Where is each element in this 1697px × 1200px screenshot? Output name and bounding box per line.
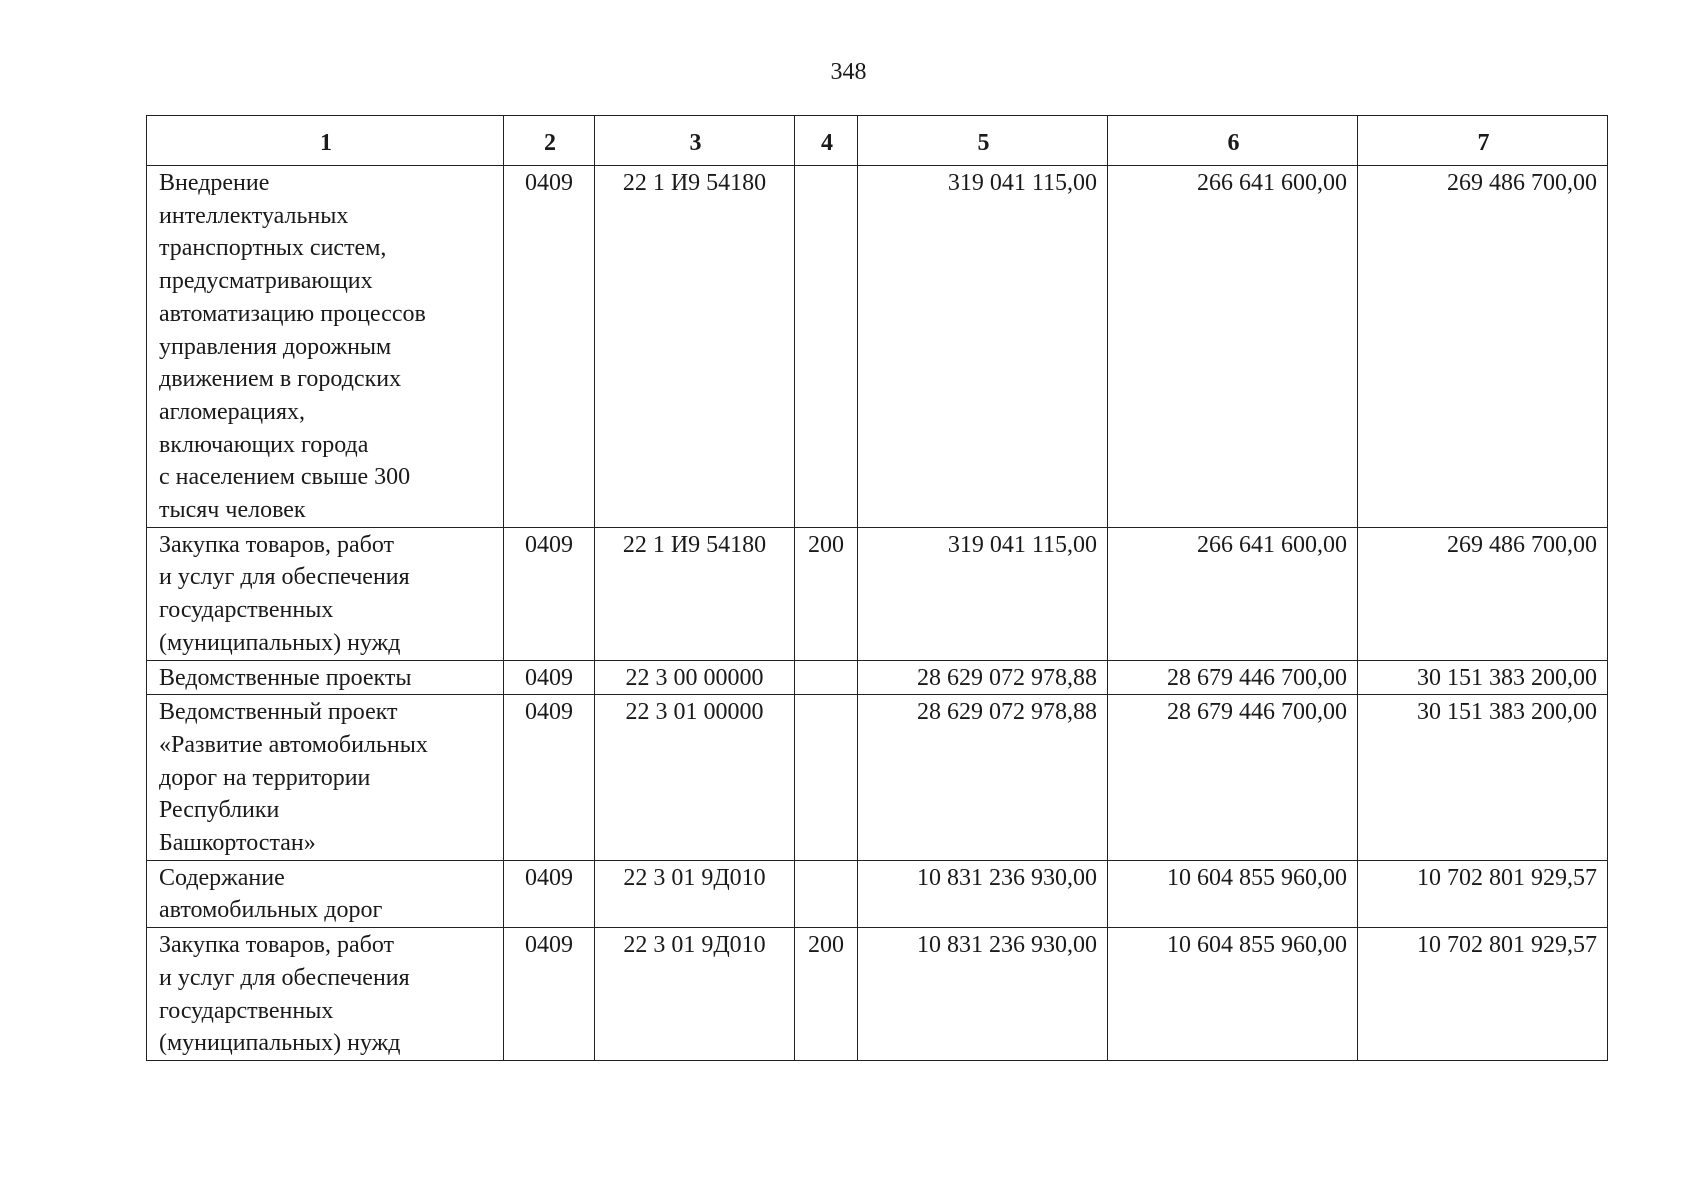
section-code-cell: 0409 [504, 695, 595, 861]
section-code-cell: 0409 [504, 166, 595, 528]
page-number: 348 [830, 59, 867, 85]
expense-kind-cell [795, 695, 858, 861]
amount-year1-cell: 10 831 236 930,00 [858, 860, 1108, 927]
amount-year3-cell: 30 151 383 200,00 [1358, 695, 1608, 861]
table-row [147, 860, 1608, 927]
row-name-cell: Внедрение интеллектуальных транспортных систем, предусматривающих автоматизацию процессов управления дорожным движением в городских агломерациях, включающих города с населением свыше 300 тысяч человек [147, 166, 504, 528]
section-code-cell: 0409 [504, 660, 595, 695]
target-article-cell: 22 1 И9 54180 [595, 527, 795, 660]
row-name-cell: Содержание автомобильных дорог [147, 860, 504, 927]
amount-year3-cell: 269 486 700,00 [1358, 527, 1608, 660]
expense-kind-cell [795, 860, 858, 927]
amount-year3-cell: 30 151 383 200,00 [1358, 660, 1608, 695]
amount-year3-cell: 269 486 700,00 [1358, 166, 1608, 528]
target-article-cell: 22 3 01 9Д010 [595, 928, 795, 1061]
target-article-cell: 22 3 00 00000 [595, 660, 795, 695]
amount-year1-cell: 28 629 072 978,88 [858, 695, 1108, 861]
row-name-cell: Ведомственный проект «Развитие автомобильных дорог на территории Республики Башкортостан» [147, 695, 504, 861]
budget-table [146, 115, 1608, 1061]
column-header-6: 6 [1108, 116, 1358, 166]
expense-kind-cell [795, 660, 858, 695]
column-header-4: 4 [795, 116, 858, 166]
target-article-cell: 22 1 И9 54180 [595, 166, 795, 528]
amount-year3-cell: 10 702 801 929,57 [1358, 928, 1608, 1061]
amount-year1-cell: 10 831 236 930,00 [858, 928, 1108, 1061]
table-row [147, 527, 1608, 660]
table-row [147, 166, 1608, 528]
column-header-3: 3 [595, 116, 795, 166]
row-name-cell: Закупка товаров, работ и услуг для обеспечения государственных (муниципальных) нужд [147, 928, 504, 1061]
target-article-cell: 22 3 01 00000 [595, 695, 795, 861]
row-name-cell: Закупка товаров, работ и услуг для обеспечения государственных (муниципальных) нужд [147, 527, 504, 660]
header-row [147, 116, 1608, 166]
table-body [147, 166, 1608, 1061]
amount-year2-cell: 28 679 446 700,00 [1108, 695, 1358, 861]
row-name-cell: Ведомственные проекты [147, 660, 504, 695]
amount-year2-cell: 266 641 600,00 [1108, 527, 1358, 660]
amount-year2-cell: 10 604 855 960,00 [1108, 928, 1358, 1061]
amount-year1-cell: 319 041 115,00 [858, 166, 1108, 528]
expense-kind-cell: 200 [795, 527, 858, 660]
table-row [147, 695, 1608, 861]
expense-kind-cell [795, 166, 858, 528]
expense-kind-cell: 200 [795, 928, 858, 1061]
section-code-cell: 0409 [504, 527, 595, 660]
section-code-cell: 0409 [504, 928, 595, 1061]
column-header-1: 1 [147, 116, 504, 166]
table-header [147, 116, 1608, 166]
target-article-cell: 22 3 01 9Д010 [595, 860, 795, 927]
column-header-7: 7 [1358, 116, 1608, 166]
column-header-2: 2 [504, 116, 595, 166]
amount-year2-cell: 10 604 855 960,00 [1108, 860, 1358, 927]
amount-year1-cell: 28 629 072 978,88 [858, 660, 1108, 695]
amount-year2-cell: 28 679 446 700,00 [1108, 660, 1358, 695]
amount-year2-cell: 266 641 600,00 [1108, 166, 1358, 528]
amount-year1-cell: 319 041 115,00 [858, 527, 1108, 660]
table-row [147, 928, 1608, 1061]
table-row [147, 660, 1608, 695]
section-code-cell: 0409 [504, 860, 595, 927]
amount-year3-cell: 10 702 801 929,57 [1358, 860, 1608, 927]
column-header-5: 5 [858, 116, 1108, 166]
